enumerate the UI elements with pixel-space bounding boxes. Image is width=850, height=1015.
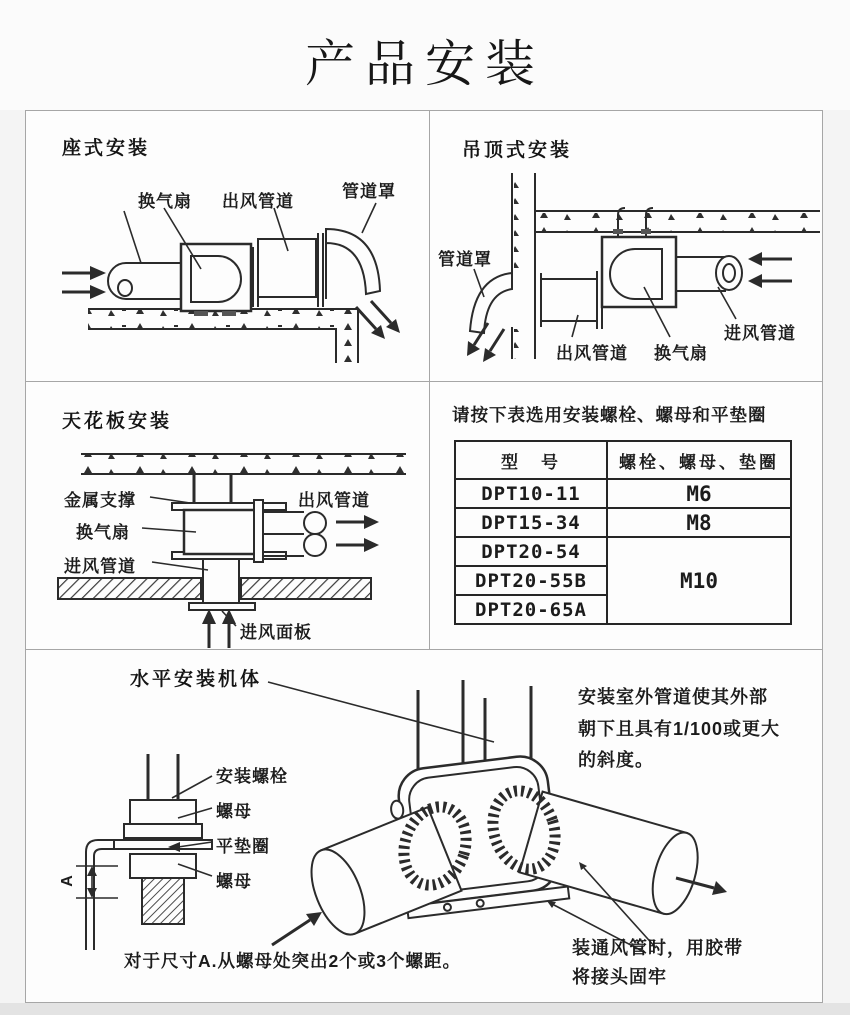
fan-box — [602, 237, 676, 307]
table-header-row — [455, 441, 791, 479]
slope-note-line: 安装室外管道使其外部 — [578, 687, 768, 707]
outlet-duct — [263, 512, 304, 556]
panel-ceiling-board-mount — [26, 382, 430, 650]
panel-seat-mount — [26, 111, 430, 382]
flange — [254, 500, 263, 562]
label-metal-support: 金属支撑 — [64, 491, 136, 510]
ceiling-hung-title: 吊顶式安装 — [462, 140, 573, 161]
table-heading: 请按下表选用安装螺栓、螺母和平垫圈 — [452, 405, 767, 425]
label-inlet-duct: 进风管道 — [64, 557, 136, 576]
model-cell: DPT20-65A — [455, 595, 607, 624]
tape-note-line: 装通风管时，用胶带 — [572, 938, 743, 958]
duct-cover — [470, 273, 512, 333]
slope-note-line: 朝下且具有1/100或更大 — [578, 718, 781, 739]
page-title: 产品安装 — [305, 36, 545, 92]
label-outlet-duct: 出风管道 — [298, 491, 370, 510]
inlet-duct — [203, 559, 239, 603]
label-duct-cover: 管道罩 — [342, 182, 396, 201]
label-nut-bottom: 螺母 — [216, 872, 252, 891]
label-fan: 换气扇 — [138, 192, 192, 211]
outflow-arrows — [336, 515, 379, 552]
table-row — [455, 537, 791, 566]
label-body-horizontal: 水平安装机体 — [130, 669, 263, 690]
label-fan: 换气扇 — [76, 523, 130, 542]
col-header-size: 螺栓、螺母、垫圈 — [607, 441, 791, 479]
slope-note-line: 的斜度。 — [578, 750, 654, 770]
outflow-arrows — [356, 301, 400, 339]
size-cell-merged: M10 — [607, 537, 791, 624]
ceiling-board-right — [241, 578, 371, 599]
inflow-arrows — [748, 252, 792, 288]
label-inlet-panel: 进风面板 — [240, 623, 312, 642]
table-row — [455, 479, 791, 508]
threaded-stub — [142, 878, 184, 924]
nut-top — [130, 800, 196, 824]
tape-note — [572, 934, 743, 992]
dimension-a-label: A — [58, 875, 76, 887]
table-row — [455, 508, 791, 537]
label-inlet-duct: 进风管道 — [724, 324, 796, 343]
label-install-bolt: 安装螺栓 — [216, 767, 288, 786]
model-cell: DPT10-11 — [455, 479, 607, 508]
inflow-arrows — [62, 266, 106, 299]
col-header-model: 型 号 — [455, 441, 607, 479]
slope-note — [578, 682, 780, 777]
pitch-note: 对于尺寸A.从螺母处突出2个或3个螺距。 — [124, 951, 461, 971]
layout-grid — [25, 110, 823, 1003]
inlet-panel — [189, 603, 255, 610]
tape-note-line: 将接头固牢 — [572, 966, 667, 987]
ceiling-board-left — [58, 578, 201, 599]
model-cell: DPT20-55B — [455, 566, 607, 595]
bottom-strip — [0, 1003, 850, 1015]
label-fan: 换气扇 — [654, 344, 708, 363]
inflow-arrows — [202, 609, 236, 648]
size-cell: M8 — [607, 508, 791, 537]
label-nut-top: 螺母 — [216, 802, 252, 821]
bolt-detail — [76, 754, 212, 950]
model-cell: DPT15-34 — [455, 508, 607, 537]
label-outlet-duct: 出风管道 — [556, 344, 628, 363]
size-cell: M6 — [607, 479, 791, 508]
bolt-spec-table — [454, 440, 792, 625]
body-leader — [268, 682, 494, 742]
seat-mount-title: 座式安装 — [62, 138, 151, 159]
dimension-a — [76, 866, 118, 898]
nut-bottom — [130, 854, 196, 878]
duct-cover — [326, 229, 380, 299]
label-flat-washer: 平垫圈 — [216, 837, 270, 856]
ceiling-board-title: 天花板安装 — [62, 411, 173, 432]
model-cell: DPT20-54 — [455, 537, 607, 566]
label-outlet-duct: 出风管道 — [222, 192, 294, 211]
panel-ceiling-hung-mount — [430, 111, 822, 382]
label-duct-cover: 管道罩 — [438, 250, 492, 269]
panel-bolt-table — [430, 382, 822, 650]
outlet-duct — [541, 279, 597, 321]
panel-horizontal-install — [26, 650, 822, 1002]
